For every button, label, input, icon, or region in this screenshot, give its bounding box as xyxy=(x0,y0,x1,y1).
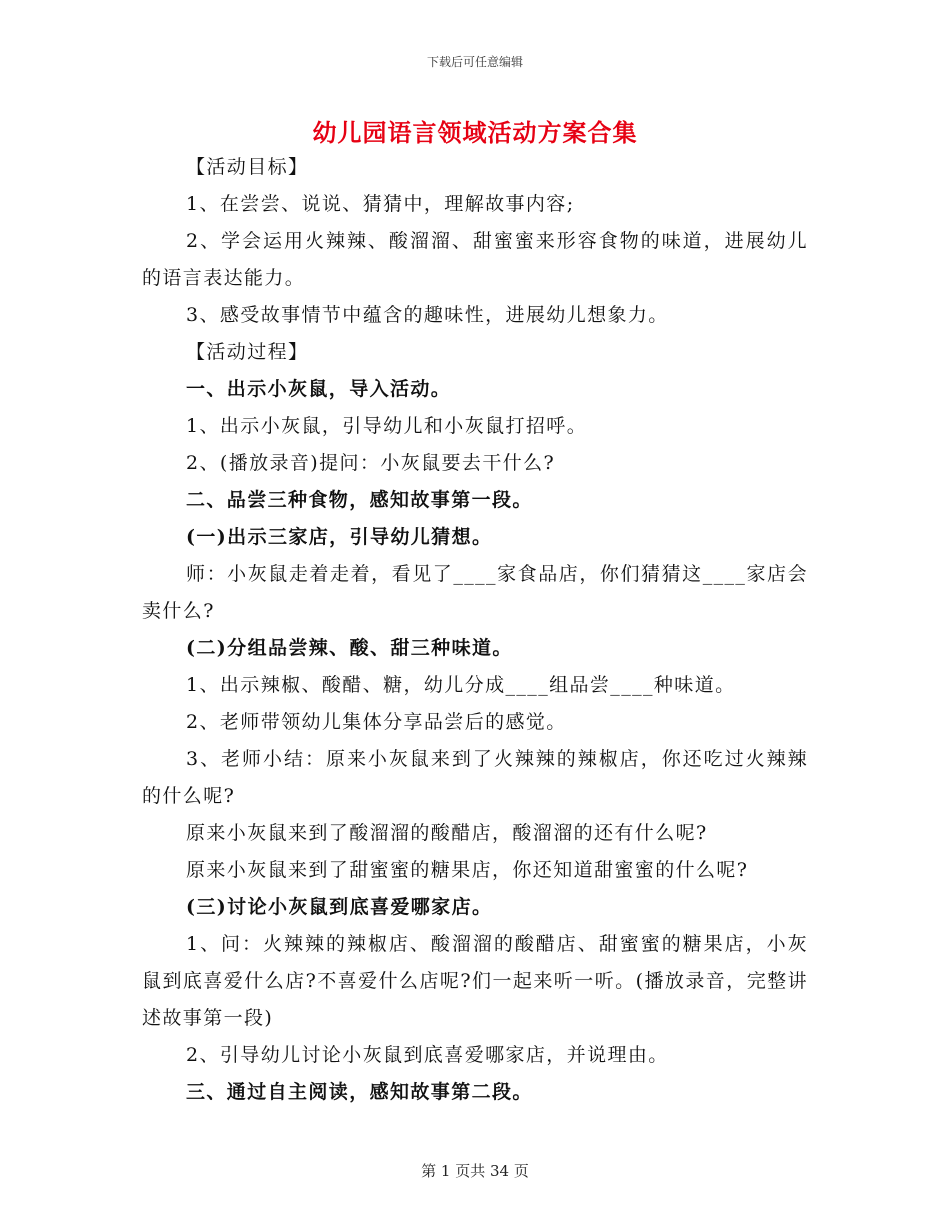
paragraph: 2、老师带领幼儿集体分享品尝后的感觉。 xyxy=(186,711,567,733)
paragraph: 2、引导幼儿讨论小灰鼠到底喜爱哪家店，并说理由。 xyxy=(186,1044,669,1066)
paragraph: 1、在尝尝、说说、猜猜中，理解故事内容; xyxy=(186,193,575,215)
paragraph: 【活动目标】 xyxy=(186,156,309,178)
paragraph: 1、问：火辣辣的辣椒店、酸溜溜的酸醋店、甜蜜蜜的糖果店，小灰鼠到底喜爱什么店?不喜爱什么店呢?们一起来听一听。(播放录音，完整讲述故事第一段) xyxy=(142,933,808,1029)
subsection-heading: (三)讨论小灰鼠到底喜爱哪家店。 xyxy=(186,896,493,918)
subsection-heading: (一)出示三家店，引导幼儿猜想。 xyxy=(186,526,493,548)
paragraph: 3、感受故事情节中蕴含的趣味性，进展幼儿想象力。 xyxy=(186,304,669,326)
header-note: 下载后可任意编辑 xyxy=(426,55,523,69)
paragraph: 1、出示小灰鼠，引导幼儿和小灰鼠打招呼。 xyxy=(186,415,588,437)
section-heading: 二、品尝三种食物，感知故事第一段。 xyxy=(186,489,533,511)
paragraph: 【活动过程】 xyxy=(186,341,309,363)
page-footer: 第 1 页共 34 页 xyxy=(421,1162,529,1180)
section-heading: 一、出示小灰鼠，导入活动。 xyxy=(186,378,452,400)
paragraph: 师：小灰鼠走着走着，看见了____家食品店，你们猜猜这____家店会卖什么? xyxy=(142,563,808,622)
paragraph: 2、(播放录音)提问：小灰鼠要去干什么? xyxy=(186,452,556,474)
paragraph: 1、出示辣椒、酸醋、糖，幼儿分成____组品尝____种味道。 xyxy=(186,674,736,696)
document-body xyxy=(142,149,808,1111)
section-heading: 三、通过自主阅读，感知故事第二段。 xyxy=(186,1081,533,1103)
paragraph: 2、学会运用火辣辣、酸溜溜、甜蜜蜜来形容食物的味道，进展幼儿的语言表达能力。 xyxy=(142,230,808,289)
paragraph: 原来小灰鼠来到了甜蜜蜜的糖果店，你还知道甜蜜蜜的什么呢? xyxy=(186,859,749,881)
paragraph: 3、老师小结：原来小灰鼠来到了火辣辣的辣椒店，你还吃过火辣辣的什么呢? xyxy=(142,748,808,807)
document-title: 幼儿园语言领域活动方案合集 xyxy=(312,118,638,147)
subsection-heading: (二)分组品尝辣、酸、甜三种味道。 xyxy=(186,637,513,659)
paragraph: 原来小灰鼠来到了酸溜溜的酸醋店，酸溜溜的还有什么呢? xyxy=(186,822,708,844)
